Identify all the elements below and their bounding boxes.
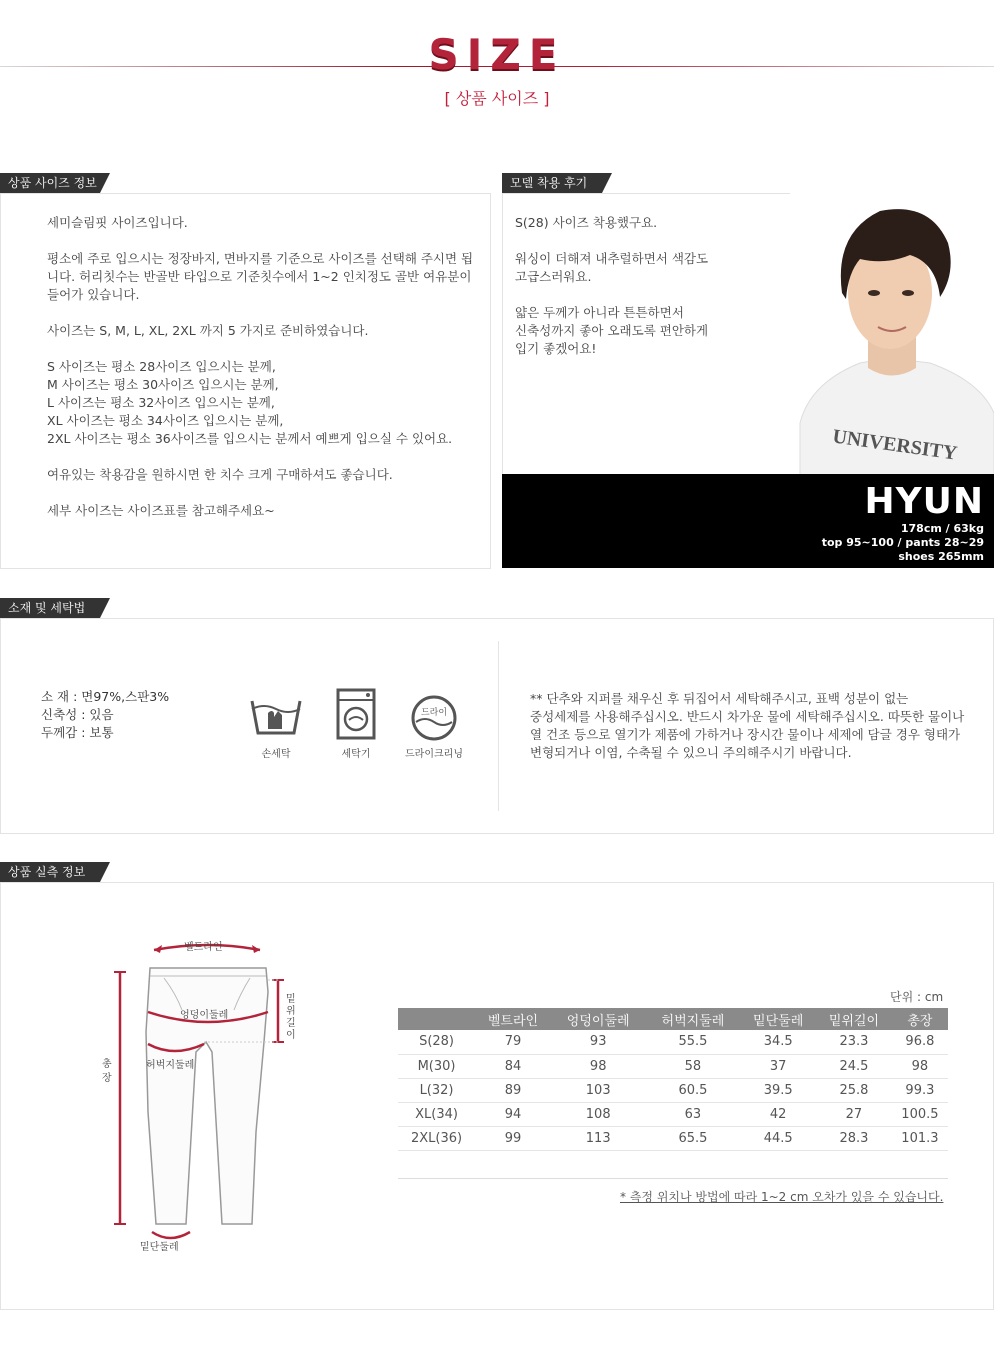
size-table-value-cell: 34.5 [740, 1030, 816, 1054]
section-tag-size-info: 상품 사이즈 정보 [0, 173, 100, 193]
size-table-value-cell: 37 [740, 1054, 816, 1078]
size-table-value-cell: 65.5 [646, 1126, 741, 1150]
dry-clean-caption: 드라이크리닝 [405, 749, 463, 760]
measure-note: * 측정 위치나 방법에 따라 1~2 cm 오차가 있을 수 있습니다. [620, 1190, 944, 1204]
size-table-size-cell: XL(34) [398, 1102, 475, 1126]
table-row [398, 1126, 948, 1150]
dry-clean-icon-label: 드라이 [420, 708, 448, 718]
table-row [398, 1054, 948, 1078]
size-table-column-header: 엉덩이둘레 [551, 1008, 646, 1030]
table-row [398, 1078, 948, 1102]
size-table-value-cell: 103 [551, 1078, 646, 1102]
model-info-line-1: 178cm / 63kg [900, 522, 984, 535]
diagram-label-hip: 엉덩이둘레 [180, 1010, 229, 1021]
model-review-paragraph: 얇은 두께가 아니라 튼튼하면서 신축성까지 좋아 오래도록 편안하게 입기 좋겠어요! [515, 305, 709, 356]
section-tag-material: 소재 및 세탁법 [0, 598, 100, 618]
size-info-paragraph: 세부 사이즈는 사이즈표를 참고해주세요~ [47, 503, 275, 518]
diagram-label-rise: 밑위길이 [286, 994, 296, 1041]
size-info-text [47, 214, 477, 538]
size-table-value-cell: 101.3 [892, 1126, 948, 1150]
model-review-text [515, 214, 795, 376]
size-table-value-cell: 84 [475, 1054, 551, 1078]
page-subtitle: [ 상품 사이즈 ] [444, 89, 550, 108]
size-table-column-header: 밑단둘레 [740, 1008, 816, 1030]
material-thickness: 두께감 : 보통 [41, 725, 114, 740]
table-divider [398, 1178, 948, 1179]
size-table-value-cell: 79 [475, 1030, 551, 1054]
diagram-label-thigh: 허벅지둘레 [146, 1060, 195, 1071]
model-review-paragraph: S(28) 사이즈 착용했구요. [515, 215, 658, 230]
size-table-value-cell: 23.3 [816, 1030, 892, 1054]
table-row [398, 1102, 948, 1126]
section-tag-measure: 상품 실측 정보 [0, 862, 100, 882]
care-instructions: ** 단추와 지퍼를 채우신 후 뒤집어서 세탁해주시고, 표백 성분이 없는 중성세제를 사용해주십시오. 반드시 차가운 물에 세탁해주십시오. 따뜻한 물이나 열 건조 등으로 열기가 제품에 가하거나 장시간 물이나 세제에 담글 경우 형태가 변형되거나 이염, 수축될 수 있으니 주의해주시기 바랍니다. [530, 691, 965, 760]
page-header [0, 0, 994, 130]
size-info-paragraph: 여유있는 착용감을 원하시면 한 치수 크게 구매하셔도 좋습니다. [47, 467, 393, 482]
size-table-value-cell: 108 [551, 1102, 646, 1126]
section-tag-model-review: 모델 착용 후기 [502, 173, 602, 193]
material-divider [498, 641, 499, 811]
size-table-value-cell: 25.8 [816, 1078, 892, 1102]
size-table-size-cell: M(30) [398, 1054, 475, 1078]
dry-clean-icon [410, 694, 458, 742]
washing-machine-caption: 세탁기 [341, 749, 371, 760]
size-table-value-cell: 100.5 [892, 1102, 948, 1126]
size-table-value-cell: 44.5 [740, 1126, 816, 1150]
size-table-size-cell: L(32) [398, 1078, 475, 1102]
model-info-bar [502, 474, 994, 568]
hand-wash-icon [248, 695, 304, 739]
size-table-column-header: 총장 [892, 1008, 948, 1030]
size-table-value-cell: 27 [816, 1102, 892, 1126]
size-info-paragraph: 평소에 주로 입으시는 정장바지, 면바지를 기준으로 사이즈를 선택해 주시면 됩니다. 허리칫수는 반골반 타입으로 기준칫수에서 1~2 인치정도 골반 여유분이 들어가 있습니다. [47, 251, 474, 302]
washing-machine-icon [336, 688, 376, 740]
size-table-value-cell: 96.8 [892, 1030, 948, 1054]
size-table-value-cell: 99 [475, 1126, 551, 1150]
size-table-value-cell: 89 [475, 1078, 551, 1102]
size-table-header [398, 1008, 948, 1030]
diagram-label-length: 총장 [102, 1059, 112, 1084]
model-photo [790, 193, 994, 475]
hand-wash-caption: 손세탁 [261, 749, 291, 760]
size-table-value-cell: 98 [892, 1054, 948, 1078]
size-table-value-cell: 42 [740, 1102, 816, 1126]
size-info-paragraph: 사이즈는 S, M, L, XL, 2XL 까지 5 가지로 준비하였습니다. [47, 323, 369, 338]
size-table-column-header: 허벅지둘레 [646, 1008, 741, 1030]
size-table-value-cell: 55.5 [646, 1030, 741, 1054]
diagram-label-hem: 밑단둘레 [140, 1242, 179, 1253]
model-info-line-2: top 95~100 / pants 28~29 [821, 536, 984, 549]
size-table-value-cell: 24.5 [816, 1054, 892, 1078]
size-table-size-cell: 2XL(36) [398, 1126, 475, 1150]
size-table [398, 1008, 948, 1151]
size-table-value-cell: 99.3 [892, 1078, 948, 1102]
size-table-value-cell: 60.5 [646, 1078, 741, 1102]
size-table-value-cell: 28.3 [816, 1126, 892, 1150]
material-stretch: 신축성 : 있음 [41, 707, 114, 722]
size-table-value-cell: 93 [551, 1030, 646, 1054]
size-table-value-cell: 113 [551, 1126, 646, 1150]
size-info-paragraph: S 사이즈는 평소 28사이즈 입으시는 분께, M 사이즈는 평소 30사이즈 입으시는 분께, L 사이즈는 평소 32사이즈 입으시는 분께, XL 사이즈는 평소 34사이즈 입으시는 분께, 2XL 사이즈는 평소 36사이즈를 입으시는 분께서 예쁘게 입으실 수 있어요. [47, 359, 453, 446]
model-review-paragraph: 워싱이 더해져 내추럴하면서 색감도 고급스러워요. [515, 251, 709, 284]
model-name: HYUN [864, 481, 984, 522]
material-fabric: 소 재 : 면97%,스판3% [41, 689, 170, 704]
size-table-value-cell: 98 [551, 1054, 646, 1078]
size-table-column-header [398, 1008, 475, 1030]
diagram-label-beltline: 벨트라인 [184, 942, 223, 953]
size-table-column-header: 벨트라인 [475, 1008, 551, 1030]
unit-label: 단위 : cm [890, 990, 944, 1004]
table-row [398, 1030, 948, 1054]
size-table-size-cell: S(28) [398, 1030, 475, 1054]
size-info-box [0, 193, 491, 569]
pants-diagram [92, 932, 312, 1262]
model-info-line-3: shoes 265mm [898, 550, 984, 563]
size-table-value-cell: 39.5 [740, 1078, 816, 1102]
shirt-print: UNIVERSITY [831, 425, 959, 465]
size-table-value-cell: 63 [646, 1102, 741, 1126]
page-title: SIZE [428, 30, 566, 79]
size-table-value-cell: 58 [646, 1054, 741, 1078]
size-info-paragraph: 세미슬림핏 사이즈입니다. [47, 215, 188, 230]
size-table-column-header: 밑위길이 [816, 1008, 892, 1030]
size-table-value-cell: 94 [475, 1102, 551, 1126]
